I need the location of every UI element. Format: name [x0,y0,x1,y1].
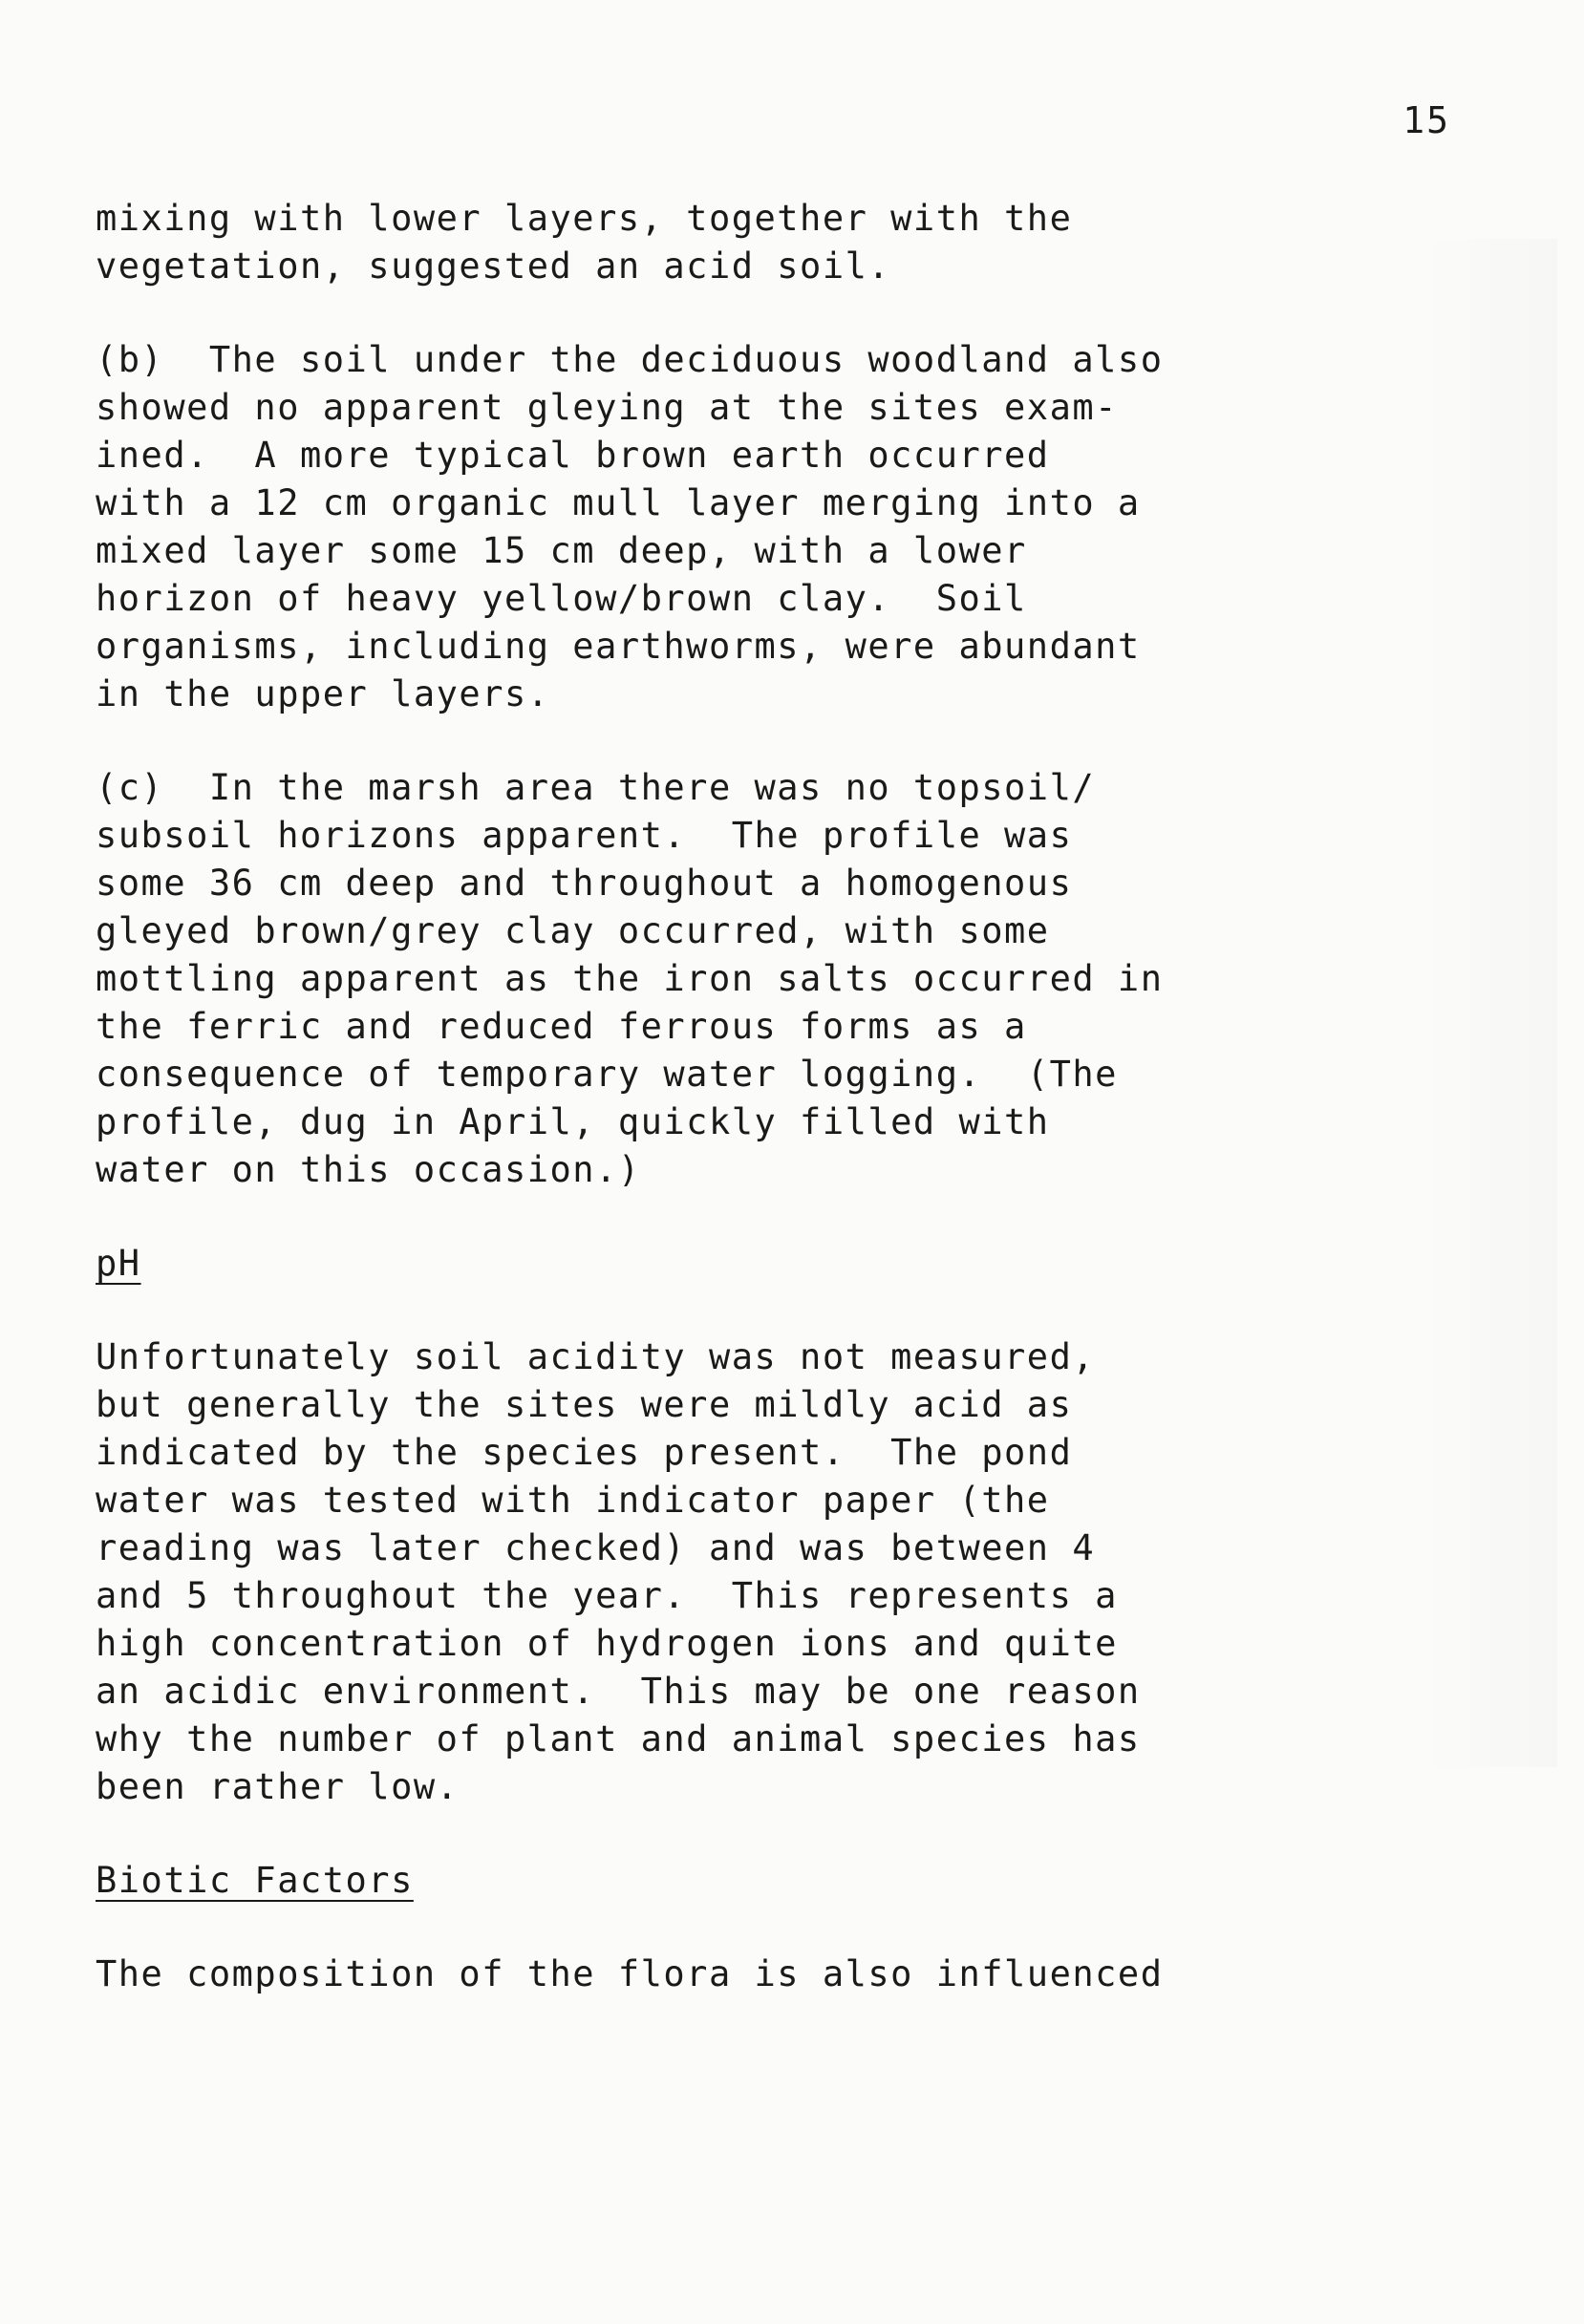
text-line: an acidic environment. This may be one reason [96,1671,1141,1712]
text-line: horizon of heavy yellow/brown clay. Soil [96,578,1027,619]
biotic-factors-heading-text: Biotic Factors [96,1860,414,1901]
text-line: in the upper layers. [96,673,550,714]
text-line: water on this occasion.) [96,1149,641,1190]
text-line: been rather low. [96,1766,460,1807]
text-line: indicated by the species present. The pond [96,1432,1073,1473]
ph-heading-text: pH [96,1243,141,1284]
text-line: why the number of plant and animal species has [96,1718,1141,1759]
text-line: showed no apparent gleying at the sites exam- [96,387,1118,428]
ph-heading [96,1240,1452,1288]
text-line: mixed layer some 15 cm deep, with a lower [96,530,1027,571]
text-line: gleyed brown/grey clay occurred, with some [96,910,1050,951]
page-number: 15 [1402,99,1450,141]
paragraph-c-marsh-soil [96,764,1452,1194]
text-line: ined. A more typical brown earth occurred [96,435,1050,476]
text-line: The composition of the flora is also influenced [96,1953,1164,1994]
text-line: subsoil horizons apparent. The profile was [96,815,1073,856]
text-line: water was tested with indicator paper (the [96,1480,1050,1521]
paragraph-biotic [96,1951,1452,1998]
text-line: consequence of temporary water logging. (The [96,1054,1118,1095]
paragraph-b-woodland-soil [96,336,1452,718]
text-line: high concentration of hydrogen ions and quite [96,1623,1118,1664]
text-line: and 5 throughout the year. This represents a [96,1575,1118,1616]
text-line: vegetation, suggested an acid soil. [96,245,891,287]
text-line: some 36 cm deep and throughout a homogenous [96,863,1073,904]
paragraph-intro [96,195,1452,290]
text-line: (c) In the marsh area there was no topsoil/ [96,767,1096,808]
page-body [96,195,1452,2044]
text-line: with a 12 cm organic mull layer merging into a [96,482,1141,523]
text-line: mottling apparent as the iron salts occurred in [96,958,1164,999]
text-line: but generally the sites were mildly acid as [96,1384,1073,1425]
paragraph-ph [96,1333,1452,1811]
text-line: Unfortunately soil acidity was not measured, [96,1336,1096,1377]
text-line: (b) The soil under the deciduous woodland also [96,339,1164,380]
text-line: organisms, including earthworms, were abundant [96,626,1141,667]
text-line: profile, dug in April, quickly filled with [96,1101,1050,1142]
text-line: the ferric and reduced ferrous forms as a [96,1006,1027,1047]
text-line: reading was later checked) and was between 4 [96,1527,1096,1568]
text-line: mixing with lower layers, together with the [96,198,1073,239]
biotic-factors-heading [96,1857,1452,1905]
